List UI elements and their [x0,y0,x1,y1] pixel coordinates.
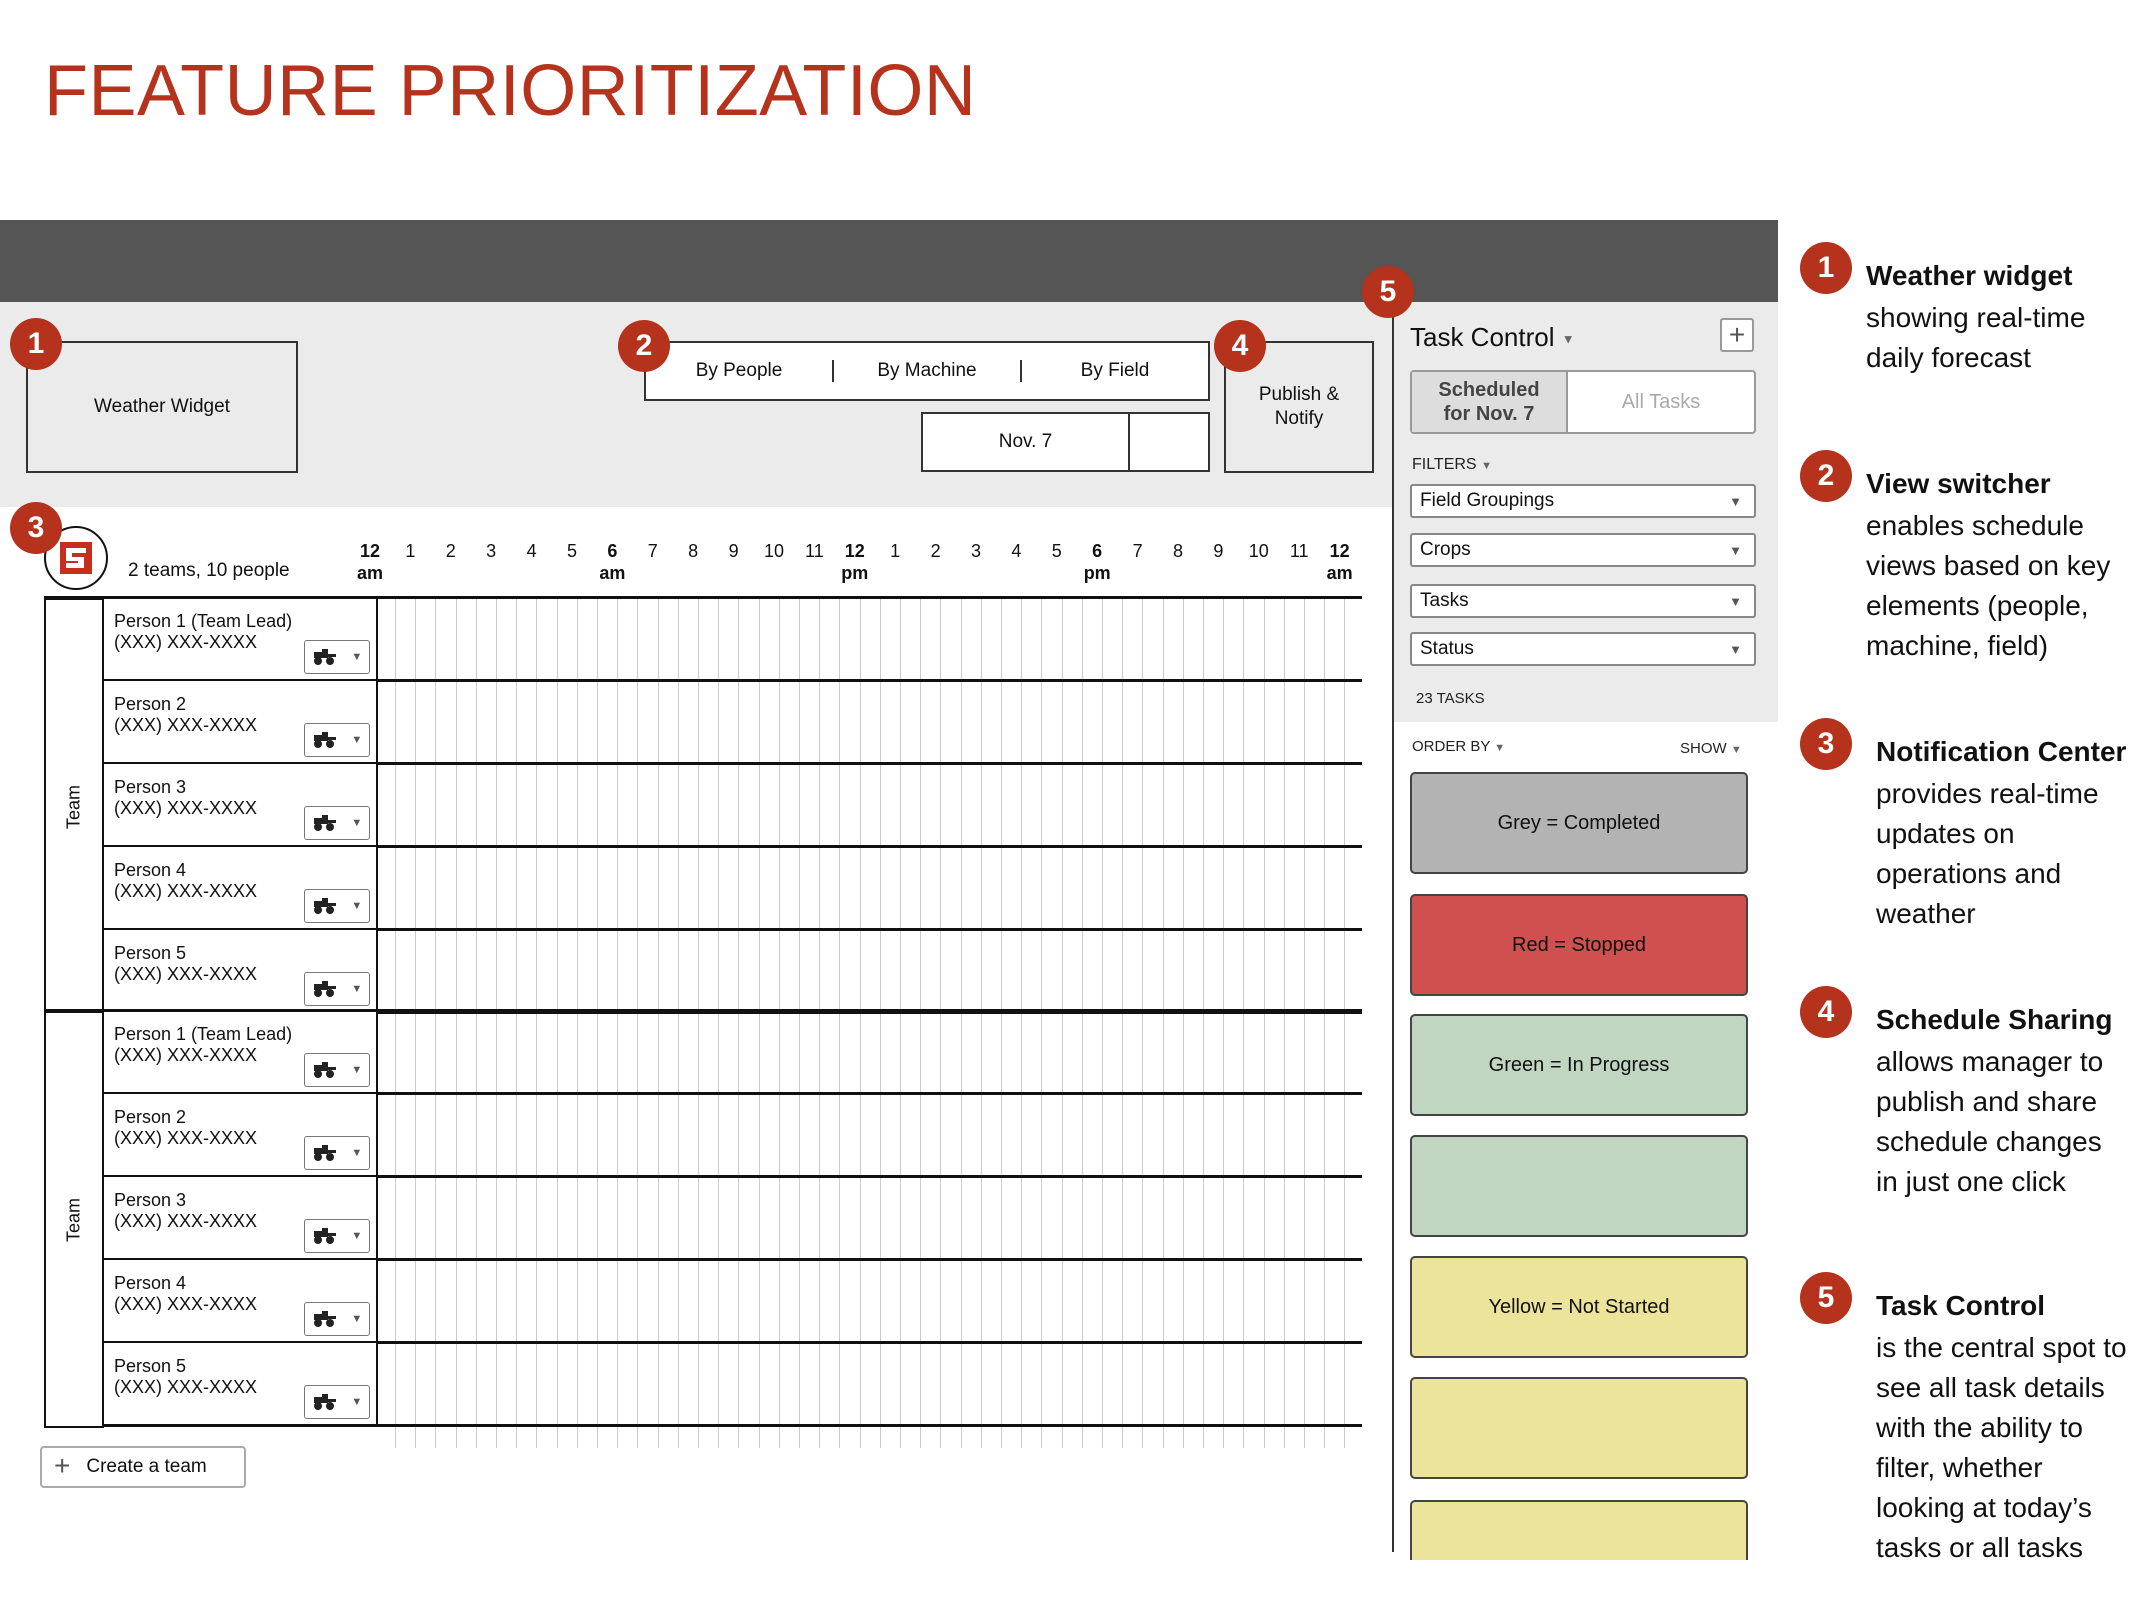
grid-line [1344,598,1345,1448]
person-phone: (XXX) XXX-XXXX [114,1128,258,1148]
task-card-label: Green = In Progress [1488,1053,1670,1076]
weather-widget-label: Weather Widget [94,396,230,417]
chevron-down-icon: ▼ [1729,642,1742,657]
row-divider [104,1424,1362,1427]
tractor-icon [312,1144,338,1162]
machine-dropdown[interactable] [304,1385,370,1419]
grid-line [759,598,760,1448]
person-name: Person 1 (Team Lead) [114,611,293,631]
chevron-down-icon: ▼ [351,1230,363,1242]
show-label: SHOW [1680,740,1727,757]
person-row[interactable] [104,1343,378,1426]
grid-line [536,598,537,1448]
person-name: Person 2 [114,1107,187,1127]
grid-line [577,598,578,1448]
grid-line [678,598,679,1448]
grid-line [435,598,436,1448]
person-phone: (XXX) XXX-XXXX [114,715,258,735]
publish-notify-label: Publish & Notify [1258,384,1340,429]
hour-label: 11 [805,541,824,561]
legend-description: showing real-time daily forecast [1866,302,2086,373]
person-row[interactable] [104,930,378,1013]
badge-3: 3 [10,502,62,554]
filter-dropdown[interactable] [1410,584,1756,618]
hour-label: 12 am [356,541,384,583]
add-task-button[interactable] [1720,318,1754,352]
chevron-down-icon: ▼ [351,983,363,995]
legend-badge: 4 [1800,986,1852,1038]
machine-dropdown[interactable] [304,972,370,1006]
person-phone: (XXX) XXX-XXXX [114,632,258,652]
grid-line [880,598,881,1448]
machine-dropdown[interactable] [304,1219,370,1253]
machine-dropdown[interactable] [304,1053,370,1087]
team-group-label [44,598,104,1015]
view-by-machine-button[interactable]: By Machine [834,360,1022,382]
filter-label: Status [1420,638,1474,659]
person-phone: (XXX) XXX-XXXX [114,798,258,818]
hour-label: 6 am [599,541,626,583]
person-phone: (XXX) XXX-XXXX [114,1045,258,1065]
person-row[interactable] [104,1260,378,1343]
hour-label: 5 [566,541,578,561]
legend-description: provides real-time updates on operations and weather [1876,778,2099,929]
legend-badge: 5 [1800,1272,1852,1324]
task-card[interactable] [1410,772,1748,874]
person-row[interactable] [104,764,378,847]
hour-label: 3 [486,541,497,561]
grid-line [839,598,840,1448]
grid-line [779,598,780,1448]
hour-label: 1 [890,541,901,561]
order-by-dropdown[interactable] [1412,738,1505,755]
machine-dropdown[interactable] [304,640,370,674]
team-group-label [44,1011,104,1428]
grid-line [1122,598,1123,1448]
grid-line [1183,598,1184,1448]
grid-line [1102,598,1103,1448]
person-name: Person 4 [114,1273,187,1293]
page-title: FEATURE PRIORITIZATION [44,51,977,131]
grid-line [557,598,558,1448]
person-name: Person 3 [114,1190,187,1210]
tractor-icon [312,648,338,666]
app-header-bar [0,220,1778,302]
tractor-icon [312,731,338,749]
grid-line [597,598,598,1448]
team-summary: 2 teams, 10 people [128,560,290,581]
task-card-label: Grey = Completed [1497,811,1661,834]
chevron-down-icon: ▼ [1561,331,1575,347]
team-label-text: Team [63,1197,84,1242]
person-row[interactable] [104,681,378,764]
machine-dropdown[interactable] [304,889,370,923]
legend-title: View switcher [1866,468,2051,499]
task-card-label: Red = Stopped [1512,933,1646,956]
person-row[interactable] [104,1177,378,1260]
grid-line [1062,598,1063,1448]
grid-line [1264,598,1265,1448]
tractor-icon [312,1393,338,1411]
hour-label: 12 am [1326,541,1353,583]
grid-line [1001,598,1002,1448]
hour-label: 9 [1213,541,1224,561]
chevron-down-icon: ▼ [351,1147,363,1159]
person-row[interactable] [104,1011,378,1094]
grid-line [920,598,921,1448]
legend-title: Task Control [1876,1290,2046,1321]
grid-line [819,598,820,1448]
chevron-down-icon: ▼ [351,651,363,663]
hour-label: 10 [763,541,785,561]
task-card[interactable] [1410,1135,1748,1237]
person-phone: (XXX) XXX-XXXX [114,881,258,901]
row-divider [44,596,1362,599]
filter-dropdown[interactable] [1410,533,1756,567]
person-name: Person 2 [114,694,187,714]
filter-label: Crops [1420,539,1471,560]
person-name: Person 5 [114,943,187,963]
task-card[interactable] [1410,1377,1748,1479]
person-phone: (XXX) XXX-XXXX [114,1377,258,1397]
chevron-down-icon: ▼ [351,900,363,912]
machine-dropdown[interactable] [304,806,370,840]
chevron-down-icon: ▼ [351,734,363,746]
task-control-title[interactable] [1410,322,1575,353]
grid-line [900,598,901,1448]
task-card[interactable] [1410,894,1748,996]
plus-icon: + [1728,319,1746,350]
row-divider [44,1009,1362,1012]
person-name: Person 5 [114,1356,187,1376]
legend-title: Notification Center [1876,736,2127,767]
grid-line [415,598,416,1448]
create-team-label: Create a team [86,1456,207,1477]
grid-line [1082,598,1083,1448]
chevron-down-icon: ▼ [351,1396,363,1408]
tractor-icon [312,1061,338,1079]
team-label-text: Team [63,784,84,829]
task-control-title-text: Task Control [1410,322,1555,352]
hour-label: 4 [526,541,537,561]
tab-scheduled[interactable]: Scheduled for Nov. 7 [1412,372,1568,432]
hour-label: 3 [970,541,982,561]
weather-widget[interactable] [26,341,298,473]
filter-dropdown[interactable] [1410,484,1756,518]
hour-label: 6 pm [1083,541,1111,583]
grid-line [658,598,659,1448]
badge-4: 4 [1214,320,1266,372]
person-phone: (XXX) XXX-XXXX [114,964,258,984]
grid-line [496,598,497,1448]
hour-label: 8 [1172,541,1184,561]
person-row[interactable] [104,1094,378,1177]
grid-line [476,598,477,1448]
person-name: Person 4 [114,860,187,880]
task-card-label: Yellow = Not Started [1488,1295,1670,1318]
legend-badge: 3 [1800,718,1852,770]
person-name: Person 3 [114,777,187,797]
person-phone: (XXX) XXX-XXXX [114,1211,258,1231]
grid-line [1243,598,1244,1448]
hour-label: 5 [1051,541,1062,561]
filter-label: Field Groupings [1420,490,1555,511]
tractor-icon [312,1227,338,1245]
plus-icon: + [54,1450,71,1481]
grid-line [860,598,861,1448]
task-card[interactable] [1410,1014,1748,1116]
badge-5: 5 [1362,266,1414,318]
grid-line [940,598,941,1448]
hour-label: 1 [405,541,416,561]
tractor-icon [312,980,338,998]
machine-dropdown[interactable] [304,723,370,757]
person-phone: (XXX) XXX-XXXX [114,1294,258,1314]
chevron-down-icon: ▼ [1729,494,1742,509]
grid-line [395,598,396,1448]
filters-label: FILTERS [1412,456,1477,473]
person-row[interactable] [104,598,378,681]
legend-description: is the central spot to see all task details with the ability to filter, whether looking at today’s tasks or all tasks [1876,1332,2127,1563]
task-card[interactable] [1410,1500,1748,1560]
grid-line [637,598,638,1448]
grid-line [738,598,739,1448]
chevron-down-icon: ▼ [351,1064,363,1076]
view-by-field-button[interactable]: By Field [1080,360,1150,381]
legend-title: Weather widget [1866,260,2073,291]
grid-line [1021,598,1022,1448]
person-row[interactable] [104,847,378,930]
hour-label: 2 [930,541,941,561]
person-name: Person 1 (Team Lead) [114,1024,293,1044]
grid-line [961,598,962,1448]
chevron-down-icon: ▼ [1730,744,1742,756]
task-tabs [1410,370,1756,434]
chevron-down-icon: ▼ [1729,543,1742,558]
grid-line [1142,598,1143,1448]
machine-dropdown[interactable] [304,1136,370,1170]
grid-line [1284,598,1285,1448]
filter-label: Tasks [1420,590,1469,611]
legend-badge: 2 [1800,450,1852,502]
hour-label: 2 [445,541,456,561]
order-by-label: ORDER BY [1412,738,1491,755]
hour-label: 7 [647,541,658,561]
grid-line [981,598,982,1448]
task-count: 23 TASKS [1416,690,1485,707]
hour-label: 4 [1011,541,1022,561]
chevron-down-icon: ▼ [351,817,363,829]
tractor-icon [312,1310,338,1328]
grid-line [1223,598,1224,1448]
date-value: Nov. 7 [923,414,1130,470]
task-card[interactable] [1410,1256,1748,1358]
grid-line [799,598,800,1448]
grid-line [1163,598,1164,1448]
tab-all-tasks[interactable]: All Tasks [1621,390,1701,413]
hour-label: 7 [1132,541,1143,561]
hour-label: 9 [728,541,739,561]
hour-label: 10 [1248,541,1269,561]
grid-line [698,598,699,1448]
view-by-people-button[interactable]: By People [646,360,834,382]
chevron-down-icon: ▼ [1729,594,1742,609]
hour-label: 12 pm [841,541,869,583]
view-switcher [644,341,1210,401]
create-team-button[interactable] [40,1446,246,1488]
grid-line [718,598,719,1448]
legend-description: allows manager to publish and share schedule changes in just one click [1876,1046,2104,1197]
date-selector[interactable] [921,412,1210,472]
filter-dropdown[interactable] [1410,632,1756,666]
chevron-down-icon: ▼ [351,1313,363,1325]
tractor-icon [312,814,338,832]
show-dropdown[interactable] [1680,740,1742,757]
badge-1: 1 [10,318,62,370]
chevron-down-icon: ▼ [1494,742,1506,754]
grid-line [516,598,517,1448]
legend-description: enables schedule views based on key elements (people, machine, field) [1866,510,2111,661]
grid-line [1041,598,1042,1448]
badge-2: 2 [618,320,670,372]
grid-line [1324,598,1325,1448]
grid-line [617,598,618,1448]
chevron-down-icon: ▼ [1481,460,1492,472]
notification-logo-icon [58,540,94,576]
grid-line [1304,598,1305,1448]
hour-label: 11 [1289,541,1309,561]
legend-title: Schedule Sharing [1876,1004,2113,1035]
tractor-icon [312,897,338,915]
filters-toggle[interactable] [1412,456,1492,474]
machine-dropdown[interactable] [304,1302,370,1336]
grid-line [1203,598,1204,1448]
grid-line [456,598,457,1448]
hour-label: 8 [688,541,699,561]
legend-badge: 1 [1800,242,1852,294]
